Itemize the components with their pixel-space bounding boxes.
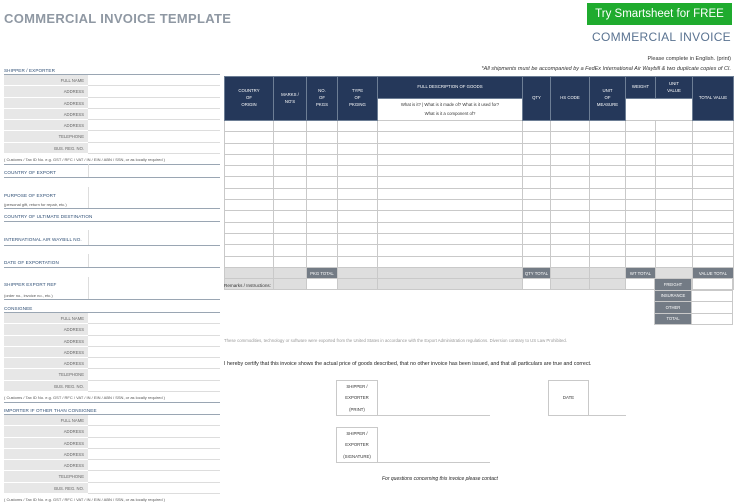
export-ref-input[interactable] bbox=[88, 277, 220, 299]
consignee-field-input[interactable] bbox=[88, 358, 220, 369]
item-cell[interactable] bbox=[590, 166, 626, 177]
item-cell[interactable] bbox=[656, 256, 693, 267]
item-cell[interactable] bbox=[378, 188, 523, 199]
item-cell[interactable] bbox=[551, 132, 590, 143]
item-cell[interactable] bbox=[307, 143, 338, 154]
item-cell[interactable] bbox=[551, 200, 590, 211]
item-cell[interactable] bbox=[656, 222, 693, 233]
item-cell[interactable] bbox=[551, 166, 590, 177]
item-cell[interactable] bbox=[225, 154, 274, 165]
pkg-total-label: PKG TOTAL bbox=[307, 267, 338, 278]
document-title: COMMERCIAL INVOICE bbox=[592, 30, 731, 44]
sign1-line1: SHIPPER / bbox=[337, 381, 378, 393]
item-cell[interactable] bbox=[551, 143, 590, 154]
importer-field-input[interactable] bbox=[88, 438, 220, 449]
charges-summary bbox=[654, 278, 733, 325]
value-total-label: VALUE TOTAL bbox=[693, 267, 734, 278]
qty-total-value[interactable] bbox=[523, 279, 551, 290]
remarks-label: Remarks / Instructions: bbox=[224, 283, 271, 288]
item-cell[interactable] bbox=[626, 154, 656, 165]
item-cell[interactable] bbox=[307, 222, 338, 233]
item-cell[interactable] bbox=[307, 245, 338, 256]
item-row bbox=[225, 143, 734, 154]
col-description: FULL DESCRIPTION OF GOODS bbox=[378, 77, 523, 99]
consignee-field-input[interactable] bbox=[88, 324, 220, 335]
item-cell[interactable] bbox=[656, 233, 693, 244]
date-input[interactable] bbox=[589, 381, 626, 416]
item-cell[interactable] bbox=[307, 132, 338, 143]
importer-field-input[interactable] bbox=[88, 426, 220, 437]
importer-field-label: ADDRESS bbox=[4, 460, 88, 471]
item-cell[interactable] bbox=[523, 166, 551, 177]
item-cell[interactable] bbox=[656, 177, 693, 188]
item-cell[interactable] bbox=[590, 233, 626, 244]
consignee-field-input[interactable] bbox=[88, 347, 220, 358]
date-export-label: DATE OF EXPORTATION bbox=[4, 260, 59, 265]
country-export-label: COUNTRY OF EXPORT bbox=[4, 170, 56, 175]
item-cell[interactable] bbox=[693, 143, 734, 154]
item-cell[interactable] bbox=[225, 222, 274, 233]
item-cell[interactable] bbox=[523, 233, 551, 244]
item-cell[interactable] bbox=[590, 211, 626, 222]
complete-instruction: Please complete in English. (print) bbox=[647, 56, 731, 62]
consignee-block bbox=[4, 313, 220, 392]
item-cell[interactable] bbox=[590, 200, 626, 211]
importer-heading: IMPORTER IF OTHER THAN CONSIGNEE bbox=[4, 408, 97, 413]
description-subheader: What is it? | What is it made of? What is it used for? What is it a component of? bbox=[378, 99, 523, 121]
shipper-field-input[interactable] bbox=[88, 109, 220, 120]
item-cell[interactable] bbox=[656, 143, 693, 154]
item-cell[interactable] bbox=[307, 188, 338, 199]
importer-field-label: ADDRESS bbox=[4, 426, 88, 437]
item-cell[interactable] bbox=[378, 200, 523, 211]
item-cell[interactable] bbox=[551, 177, 590, 188]
item-cell[interactable] bbox=[656, 154, 693, 165]
item-cell[interactable] bbox=[378, 132, 523, 143]
summary-label: FREIGHT bbox=[655, 279, 692, 291]
item-cell[interactable] bbox=[274, 256, 307, 267]
purpose-label: PURPOSE OF EXPORT bbox=[4, 193, 56, 198]
item-cell[interactable] bbox=[551, 154, 590, 165]
item-cell[interactable] bbox=[307, 154, 338, 165]
wt-total-value[interactable] bbox=[626, 279, 656, 290]
item-cell[interactable] bbox=[338, 222, 378, 233]
item-row bbox=[225, 188, 734, 199]
summary-label: INSURANCE bbox=[655, 290, 692, 302]
item-cell[interactable] bbox=[307, 166, 338, 177]
item-row bbox=[225, 121, 734, 132]
item-cell[interactable] bbox=[693, 121, 734, 132]
shipper-field-input[interactable] bbox=[88, 98, 220, 109]
country-dest-label: COUNTRY OF ULTIMATE DESTINATION bbox=[4, 214, 93, 219]
shipper-field-label: ADDRESS bbox=[4, 109, 88, 120]
item-row bbox=[225, 256, 734, 267]
item-row bbox=[225, 211, 734, 222]
consignee-field-input[interactable] bbox=[88, 381, 220, 392]
wt-total-label: WT TOTAL bbox=[626, 267, 656, 278]
item-cell[interactable] bbox=[338, 166, 378, 177]
item-cell[interactable] bbox=[693, 132, 734, 143]
item-cell[interactable] bbox=[656, 132, 693, 143]
item-cell[interactable] bbox=[693, 166, 734, 177]
page-title: COMMERCIAL INVOICE TEMPLATE bbox=[4, 11, 232, 26]
item-cell[interactable] bbox=[693, 256, 734, 267]
totals-row bbox=[225, 267, 734, 278]
item-cell[interactable] bbox=[378, 121, 523, 132]
item-cell[interactable] bbox=[626, 211, 656, 222]
item-cell[interactable] bbox=[626, 177, 656, 188]
pkg-total-value[interactable] bbox=[307, 279, 338, 290]
col-qty: QTY bbox=[523, 77, 551, 121]
consignee-field-label: FULL NAME bbox=[4, 313, 88, 324]
importer-field-label: TELEPHONE bbox=[4, 471, 88, 482]
item-cell[interactable] bbox=[523, 177, 551, 188]
importer-block bbox=[4, 415, 220, 494]
consignee-field-input[interactable] bbox=[88, 313, 220, 324]
item-cell[interactable] bbox=[307, 121, 338, 132]
shipper-field-label: FULL NAME bbox=[4, 75, 88, 86]
item-cell[interactable] bbox=[274, 177, 307, 188]
item-cell[interactable] bbox=[523, 222, 551, 233]
item-cell[interactable] bbox=[378, 233, 523, 244]
item-cell[interactable] bbox=[378, 256, 523, 267]
item-cell[interactable] bbox=[626, 132, 656, 143]
item-cell[interactable] bbox=[590, 256, 626, 267]
item-cell[interactable] bbox=[590, 121, 626, 132]
shipper-field-label: ADDRESS bbox=[4, 86, 88, 97]
item-cell[interactable] bbox=[551, 211, 590, 222]
col-no-pkgs: NO. OF PKGS bbox=[307, 77, 338, 121]
item-cell[interactable] bbox=[656, 200, 693, 211]
item-cell[interactable] bbox=[656, 188, 693, 199]
item-cell[interactable] bbox=[523, 121, 551, 132]
shipper-field-label: ADDRESS bbox=[4, 120, 88, 131]
col-total-value: TOTAL VALUE bbox=[693, 77, 734, 121]
sign1-line3: (PRINT) bbox=[337, 404, 378, 416]
col-unit-measure: UNIT OF MEASURE bbox=[590, 77, 626, 121]
item-cell[interactable] bbox=[307, 200, 338, 211]
item-cell[interactable] bbox=[626, 166, 656, 177]
consignee-field-label: ADDRESS bbox=[4, 324, 88, 335]
importer-tax-hint: ( Customs / Tax ID No. e.g. GST / RFC / VAT / IN / EIN / ABN / SSN, or as locally required ) bbox=[4, 497, 166, 502]
item-cell[interactable] bbox=[225, 166, 274, 177]
col-unit-value: UNIT VALUE bbox=[656, 77, 693, 99]
item-cell[interactable] bbox=[378, 211, 523, 222]
consignee-field-input[interactable] bbox=[88, 336, 220, 347]
item-cell[interactable] bbox=[378, 222, 523, 233]
item-cell[interactable] bbox=[274, 188, 307, 199]
consignee-field-label: ADDRESS bbox=[4, 347, 88, 358]
item-cell[interactable] bbox=[693, 233, 734, 244]
export-ref-label: SHIPPER EXPORT REF bbox=[4, 282, 57, 287]
item-row bbox=[225, 154, 734, 165]
item-cell[interactable] bbox=[523, 245, 551, 256]
item-cell[interactable] bbox=[590, 177, 626, 188]
item-cell[interactable] bbox=[523, 132, 551, 143]
item-cell[interactable] bbox=[307, 233, 338, 244]
item-cell[interactable] bbox=[551, 233, 590, 244]
sign2-line1: SHIPPER / bbox=[337, 428, 378, 440]
col-country-origin: COUNTRY OF ORIGIN bbox=[225, 77, 274, 121]
consignee-field-input[interactable] bbox=[88, 369, 220, 380]
item-cell[interactable] bbox=[338, 188, 378, 199]
shipper-field-input[interactable] bbox=[88, 86, 220, 97]
item-cell[interactable] bbox=[656, 245, 693, 256]
item-cell[interactable] bbox=[590, 143, 626, 154]
item-cell[interactable] bbox=[274, 121, 307, 132]
item-cell[interactable] bbox=[551, 245, 590, 256]
item-cell[interactable] bbox=[523, 200, 551, 211]
shipper-field-label: TELEPHONE bbox=[4, 131, 88, 142]
item-cell[interactable] bbox=[693, 222, 734, 233]
sign1-line2: EXPORTER bbox=[337, 392, 378, 404]
shipper-field-input[interactable] bbox=[88, 131, 220, 142]
importer-field-input[interactable] bbox=[88, 460, 220, 471]
item-cell[interactable] bbox=[225, 233, 274, 244]
item-cell[interactable] bbox=[551, 256, 590, 267]
item-cell[interactable] bbox=[274, 132, 307, 143]
item-cell[interactable] bbox=[378, 166, 523, 177]
item-cell[interactable] bbox=[693, 154, 734, 165]
item-cell[interactable] bbox=[225, 200, 274, 211]
shipper-block bbox=[4, 75, 220, 154]
item-cell[interactable] bbox=[523, 154, 551, 165]
item-cell[interactable] bbox=[693, 245, 734, 256]
item-cell[interactable] bbox=[590, 245, 626, 256]
item-cell[interactable] bbox=[338, 233, 378, 244]
shipper-field-input[interactable] bbox=[88, 143, 220, 154]
item-cell[interactable] bbox=[523, 143, 551, 154]
goods-table bbox=[224, 76, 734, 290]
item-cell[interactable] bbox=[378, 177, 523, 188]
item-cell[interactable] bbox=[626, 256, 656, 267]
item-row bbox=[225, 177, 734, 188]
item-row bbox=[225, 233, 734, 244]
item-cell[interactable] bbox=[338, 256, 378, 267]
item-row bbox=[225, 245, 734, 256]
item-cell[interactable] bbox=[523, 211, 551, 222]
summary-label: OTHER bbox=[655, 302, 692, 314]
item-cell[interactable] bbox=[590, 222, 626, 233]
qty-total-label: QTY TOTAL bbox=[523, 267, 551, 278]
importer-field-input[interactable] bbox=[88, 483, 220, 494]
item-cell[interactable] bbox=[338, 211, 378, 222]
item-cell[interactable] bbox=[307, 177, 338, 188]
contact-text: For questions concerning this invoice please contact bbox=[382, 476, 498, 482]
signature-print-block bbox=[336, 380, 490, 416]
item-cell[interactable] bbox=[626, 121, 656, 132]
item-cell[interactable] bbox=[274, 166, 307, 177]
item-cell[interactable] bbox=[626, 245, 656, 256]
item-cell[interactable] bbox=[626, 222, 656, 233]
col-marks: MARKS / NO'S bbox=[274, 77, 307, 121]
item-cell[interactable] bbox=[274, 154, 307, 165]
consignee-field-label: BUS. REG. NO. bbox=[4, 381, 88, 392]
item-cell[interactable] bbox=[225, 132, 274, 143]
consignee-heading: CONSIGNEE bbox=[4, 306, 33, 311]
item-cell[interactable] bbox=[523, 188, 551, 199]
item-row bbox=[225, 200, 734, 211]
sign2-line3: (SIGNATURE) bbox=[337, 451, 378, 463]
item-cell[interactable] bbox=[590, 132, 626, 143]
item-cell[interactable] bbox=[338, 200, 378, 211]
item-cell[interactable] bbox=[338, 132, 378, 143]
date-label: DATE bbox=[549, 381, 589, 416]
consignee-field-label: ADDRESS bbox=[4, 358, 88, 369]
item-row bbox=[225, 222, 734, 233]
item-row bbox=[225, 166, 734, 177]
importer-field-input[interactable] bbox=[88, 449, 220, 460]
export-ref-hint: (order no., invoice no., etc.) bbox=[4, 293, 53, 298]
item-cell[interactable] bbox=[551, 222, 590, 233]
item-cell[interactable] bbox=[225, 188, 274, 199]
signature-sign-block bbox=[336, 427, 490, 463]
shipper-tax-hint: ( Customs / Tax ID No. e.g. GST / RFC / VAT / IN / EIN / ABN / SSN, or as locally required ) bbox=[4, 157, 166, 162]
col-weight: WEIGHT bbox=[626, 77, 656, 99]
item-cell[interactable] bbox=[378, 245, 523, 256]
shipper-signature-input[interactable] bbox=[378, 428, 490, 463]
item-cell[interactable] bbox=[225, 121, 274, 132]
col-hs-code: HS CODE bbox=[551, 77, 590, 121]
item-cell[interactable] bbox=[225, 177, 274, 188]
item-cell[interactable] bbox=[338, 143, 378, 154]
item-cell[interactable] bbox=[274, 200, 307, 211]
purpose-hint: (personal gift, return for repair, etc.) bbox=[4, 202, 67, 207]
summary-value[interactable] bbox=[692, 279, 733, 291]
shipment-note: *All shipments must be accompanied by a FedEx International Air Waybill & two duplicate copies of CI. bbox=[481, 66, 731, 72]
item-cell[interactable] bbox=[274, 211, 307, 222]
item-row bbox=[225, 132, 734, 143]
item-cell[interactable] bbox=[693, 177, 734, 188]
importer-field-input[interactable] bbox=[88, 471, 220, 482]
awb-input[interactable] bbox=[88, 230, 220, 245]
item-cell[interactable] bbox=[590, 188, 626, 199]
importer-field-label: FULL NAME bbox=[4, 415, 88, 426]
consignee-field-label: TELEPHONE bbox=[4, 369, 88, 380]
importer-field-label: ADDRESS bbox=[4, 449, 88, 460]
shipper-field-label: BUS. REG. NO. bbox=[4, 143, 88, 154]
item-cell[interactable] bbox=[693, 200, 734, 211]
item-cell[interactable] bbox=[551, 188, 590, 199]
export-statement: These commodities, technology or software were exported from the United States in accordance with the Export Administration regulations. Diversion contrary to US Law Prohibited. bbox=[224, 338, 567, 343]
item-cell[interactable] bbox=[626, 188, 656, 199]
summary-value[interactable] bbox=[692, 302, 733, 314]
item-cell[interactable] bbox=[693, 211, 734, 222]
item-cell[interactable] bbox=[274, 245, 307, 256]
try-smartsheet-button[interactable]: Try Smartsheet for FREE bbox=[587, 3, 732, 25]
item-cell[interactable] bbox=[551, 121, 590, 132]
item-cell[interactable] bbox=[338, 177, 378, 188]
country-export-input[interactable] bbox=[88, 164, 220, 177]
item-cell[interactable] bbox=[274, 233, 307, 244]
item-cell[interactable] bbox=[338, 121, 378, 132]
consignee-field-label: ADDRESS bbox=[4, 336, 88, 347]
item-cell[interactable] bbox=[307, 211, 338, 222]
item-cell[interactable] bbox=[274, 222, 307, 233]
purpose-input[interactable] bbox=[88, 187, 220, 208]
item-cell[interactable] bbox=[274, 143, 307, 154]
item-cell[interactable] bbox=[656, 121, 693, 132]
item-cell[interactable] bbox=[626, 200, 656, 211]
item-cell[interactable] bbox=[626, 233, 656, 244]
item-cell[interactable] bbox=[590, 154, 626, 165]
importer-field-label: ADDRESS bbox=[4, 438, 88, 449]
summary-value[interactable] bbox=[692, 313, 733, 325]
item-cell[interactable] bbox=[693, 188, 734, 199]
importer-field-input[interactable] bbox=[88, 415, 220, 426]
date-block bbox=[548, 380, 626, 416]
importer-field-label: BUS. REG. NO. bbox=[4, 483, 88, 494]
item-cell[interactable] bbox=[225, 256, 274, 267]
item-cell[interactable] bbox=[307, 256, 338, 267]
item-cell[interactable] bbox=[225, 245, 274, 256]
consignee-tax-hint: ( Customs / Tax ID No. e.g. GST / RFC / VAT / IN / EIN / ABN / SSN, or as locally required ) bbox=[4, 395, 166, 400]
item-cell[interactable] bbox=[225, 211, 274, 222]
item-cell[interactable] bbox=[656, 211, 693, 222]
item-cell[interactable] bbox=[523, 256, 551, 267]
item-cell[interactable] bbox=[656, 166, 693, 177]
item-cell[interactable] bbox=[378, 143, 523, 154]
shipper-field-input[interactable] bbox=[88, 75, 220, 86]
item-cell[interactable] bbox=[338, 154, 378, 165]
certification-text: I hereby certify that this invoice shows the actual price of goods described, that no other invoice has been issued, and that all particulars are true and correct. bbox=[224, 361, 592, 367]
item-cell[interactable] bbox=[338, 245, 378, 256]
sign2-line2: EXPORTER bbox=[337, 439, 378, 451]
date-export-input[interactable] bbox=[88, 254, 220, 267]
shipper-field-input[interactable] bbox=[88, 120, 220, 131]
awb-label: INTERNATIONAL AIR WAYBILL NO. bbox=[4, 237, 82, 242]
shipper-field-label: ADDRESS bbox=[4, 98, 88, 109]
shipper-print-input[interactable] bbox=[378, 381, 490, 416]
item-cell[interactable] bbox=[225, 143, 274, 154]
shipper-heading: SHIPPER / EXPORTER bbox=[4, 68, 55, 73]
summary-value[interactable] bbox=[692, 290, 733, 302]
summary-label: TOTAL bbox=[655, 313, 692, 325]
item-cell[interactable] bbox=[378, 154, 523, 165]
col-type-pkg: TYPE OF PKGING bbox=[338, 77, 378, 121]
item-cell[interactable] bbox=[626, 143, 656, 154]
